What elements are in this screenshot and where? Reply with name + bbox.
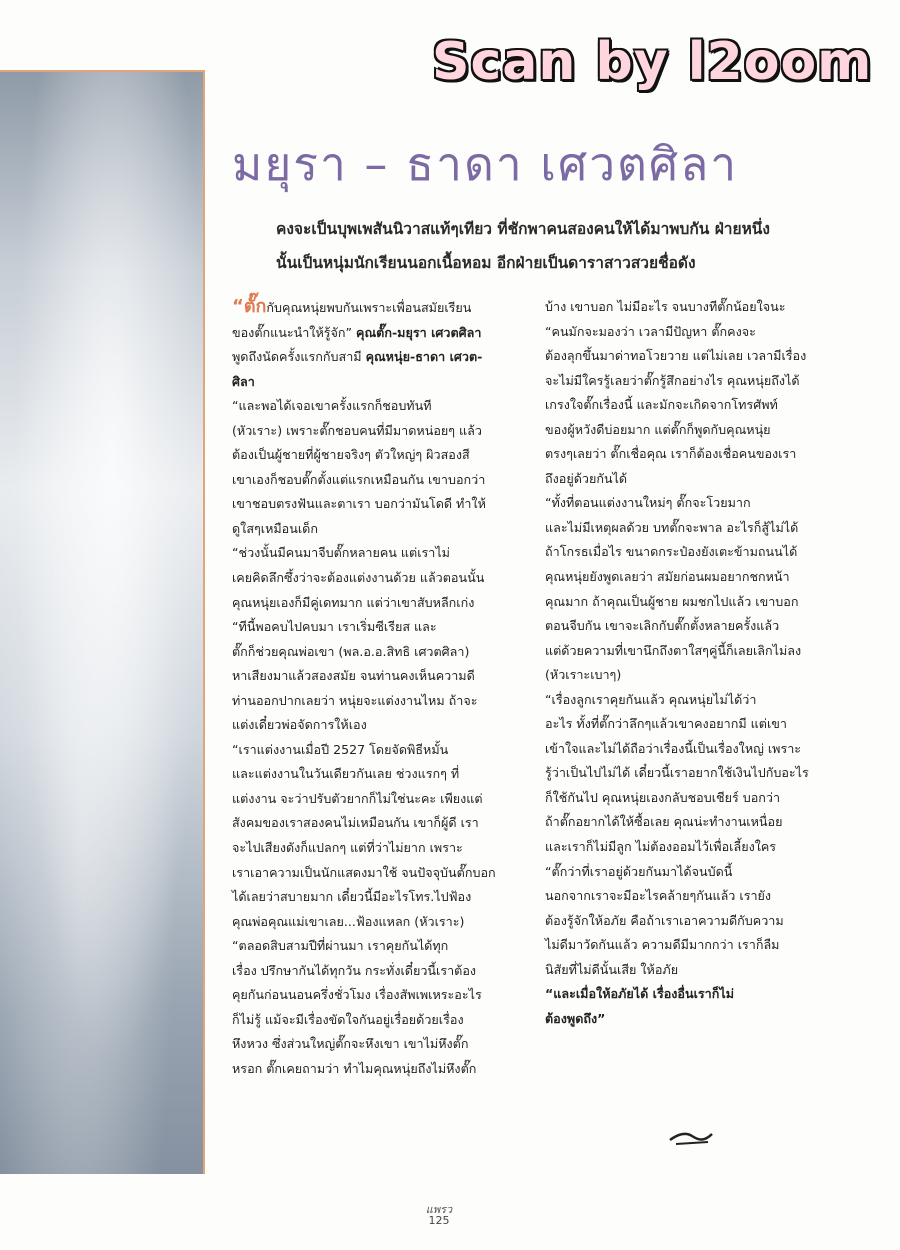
- body-line: พูดถึงนัดครั้งแรกกับสามี คุณหนุ่ย-ธาดา เศวต-: [232, 349, 483, 365]
- body-line: อะไร ทั้งที่ตั๊กว่าลึกๆแล้วเขาคงอยากมี แต่เขา: [545, 716, 787, 732]
- body-line: เขาชอบตรงฟันและตาเรา บอกว่ามันโดดี ทำให้: [232, 496, 486, 512]
- page-number: 125: [428, 1214, 450, 1227]
- body-line: ต้องรู้จักให้อภัย คือถ้าเราเอาความดีกับความ: [545, 912, 784, 928]
- closing-quote: ต้องพูดถึง”: [545, 1010, 606, 1026]
- body-line: “ตั๊กว่าที่เราอยู่ด้วยกันมาได้จนบัดนี้: [545, 863, 733, 879]
- signature-mark: [668, 1128, 714, 1148]
- body-line: ต้องเป็นผู้ชายที่ผู้ชายจริงๆ ตัวใหญ่ๆ ผิวสองสี: [232, 447, 470, 463]
- name-credit: คุณหนุ่ย-ธาดา เศวต-: [365, 349, 483, 365]
- body-line: “ทีนี้พอคบไปคบมา เราเริ่มซีเรียส และ: [232, 619, 437, 635]
- body-line: นิสัยที่ไม่ดีนั้นเสีย ให้อภัย: [545, 961, 679, 977]
- decorative-photo-strip: [0, 70, 203, 1174]
- body-line: เคยคิดลึกซึ้งว่าจะต้องแต่งงานด้วย แล้วตอนนั้น: [232, 570, 485, 586]
- article-intro: [276, 212, 836, 280]
- first-line: “ตั๊กกับคุณหนุ่ยพบกันเพราะเพื่อนสมัยเรียน: [232, 296, 472, 317]
- closing-quote: “และเมื่อให้อภัยได้ เรื่องอื่นเราก็ไม่: [545, 986, 734, 1002]
- body-line: (หัวเราะเบาๆ): [545, 667, 622, 683]
- body-line: จะไปเสียงดังก็แปลกๆ แต่ที่ว่าไม่ยาก เพราะ: [232, 840, 463, 856]
- body-line: ไม่ดีมาวัดกันแล้ว ความดีมีมากกว่า เราก็ลืม: [545, 937, 780, 953]
- body-line: ตรงๆเลยว่า ตั๊กเชื่อคุณ เราก็ต้องเชื่อคนของเรา: [545, 446, 797, 462]
- body-line: ได้เลยว่าสบายมาก เดี๋ยวนี้มีอะไรโทร.ไปฟ้อง: [232, 889, 472, 905]
- body-line: ตั๊กก็ช่วยคุณพ่อเขา (พล.อ.อ.สิทธิ เศวตศิลา): [232, 643, 470, 659]
- body-line: คุณหนุ่ยยังพูดเลยว่า สมัยก่อนผมอยากชกหน้า: [545, 569, 790, 585]
- body-line: และแต่งงานในวันเดียวกันเลย ช่วงแรกๆ ที่: [232, 766, 460, 782]
- body-line: เขาเองก็ชอบตั๊กตั้งแต่แรกเหมือนกัน เขาบอกว่า: [232, 471, 486, 487]
- body-line: แต่ด้วยความที่เขานึกถึงตาใสๆคู่นี้ก็เลยเลิกไม่ลง: [545, 642, 802, 658]
- intro-line: คงจะเป็นบุพเพสันนิวาสแท้ๆเทียว ที่ชักพาคนสองคนให้ได้มาพบกัน ฝ่ายหนึ่ง: [276, 220, 770, 238]
- body-line: “เราแต่งงานเมื่อปี 2527 โดยจัดพิธีหมั้น: [232, 741, 449, 757]
- body-line: แต่งงาน จะว่าปรับตัวยากก็ไม่ใช่นะคะ เพียงแต่: [232, 790, 483, 806]
- body-line: ก็ใช้กันไป คุณหนุ่ยเองกลับชอบเชียร์ บอกว่า: [545, 789, 781, 805]
- intro-line: นั้นเป็นหนุ่มนักเรียนนอกเนื้อหอม อีกฝ่ายเป็นดาราสาวสวยชื่อดัง: [276, 254, 696, 272]
- body-line: หรอก ตั๊กเคยถามว่า ทำไมคุณหนุ่ยถึงไม่หึงตั๊ก: [232, 1060, 477, 1076]
- body-line: “ทั้งที่ตอนแต่งงานใหม่ๆ ตั๊กจะโวยมาก: [545, 495, 751, 511]
- body-line: จะไม่มีใครรู้เลยว่าตั๊กรู้สึกอย่างไร คุณหนุ่ยถึงได้: [545, 372, 800, 388]
- body-line: เราเอาความเป็นนักแสดงมาใช้ จนปัจจุบันตั๊กบอก: [232, 864, 496, 880]
- body-line: คุณพ่อคุณแม่เขาเลย...ฟ้องแหลก (หัวเราะ): [232, 913, 465, 929]
- body-line: ถ้าตั๊กอยากได้ให้ซื้อเลย คุณน่ะทำงานเหนื่อย: [545, 814, 783, 830]
- left-column: [232, 295, 532, 1082]
- body-line: แต่งเดี๋ยวพ่อจัดการให้เอง: [232, 717, 367, 733]
- body-line: นอกจากเราจะมีอะไรคล้ายๆกันแล้ว เรายัง: [545, 888, 772, 904]
- strip-border-right: [203, 70, 205, 1174]
- body-line: บ้าง เขาบอก ไม่มีอะไร จนบางทีตั๊กน้อยใจนะ: [545, 299, 786, 314]
- magazine-logo: แพรว: [425, 1203, 453, 1216]
- body-line: “ตลอดสิบสามปีที่ผ่านมา เราคุยกันได้ทุก: [232, 938, 449, 954]
- body-line: ถึงอยู่ด้วยกันได้: [545, 470, 628, 486]
- body-line: สังคมของเราสองคนไม่เหมือนกัน เขาก็ผู้ดี เรา: [232, 815, 479, 831]
- body-line: ก็ไม่รู้ แม้จะมีเรื่องขัดใจกันอยู่เรื่อยด้วยเรื่อง: [232, 1011, 464, 1027]
- body-line: และไม่มีเหตุผลด้วย บทตั๊กจะพาล อะไรก็สู้ไม่ได้: [545, 519, 799, 535]
- body-line: (หัวเราะ) เพราะตั๊กชอบคนที่มีมาดหน่อยๆ แล้ว: [232, 422, 482, 438]
- body-line: “คนมักจะมองว่า เวลามีปัญหา ตั๊กคงจะ: [545, 323, 756, 339]
- right-column: [545, 295, 835, 1031]
- body-line: “เรื่องลูกเราคุยกันแล้ว คุณหนุ่ยไม่ได้ว่า: [545, 691, 757, 707]
- body-line: คุณมาก ถ้าคุณเป็นผู้ชาย ผมชกไปแล้ว เขาบอก: [545, 593, 799, 609]
- body-line: หึงหวง ซึ่งส่วนใหญ่ตั๊กจะหึงเขา เขาไม่หึงตั๊ก: [232, 1036, 469, 1052]
- body-line: คุยกันก่อนนอนครึ่งชั่วโมง เรื่องสัพเพเหระอะไร: [232, 987, 482, 1003]
- left-body: [232, 394, 532, 1081]
- body-line: ของผู้หวังดีบ่อยมาก แต่ตั๊กก็พูดกับคุณหนุ่ย: [545, 421, 771, 437]
- body-line: และเราก็ไม่มีลูก ไม่ต้องออมไว้เพื่อเลี้ยงใคร: [545, 839, 777, 855]
- body-line: หาเสียงมาแล้วสองสมัย จนท่านคงเห็นความดี: [232, 668, 475, 684]
- strip-border-top: [0, 70, 204, 72]
- body-line: ของตั๊กแนะนำให้รู้จัก” คุณตั๊ก-มยุรา เศวตศิลา: [232, 324, 482, 340]
- scan-watermark: Scan by l2oom: [432, 32, 873, 92]
- body-line: ศิลา: [232, 373, 255, 389]
- body-line: ดูใสๆเหมือนเด็ก: [232, 520, 318, 536]
- body-line: ตอนจีบกัน เขาจะเลิกกับตั๊กตั้งหลายครั้งแล้ว: [545, 618, 780, 634]
- body-line: ถ้าโกรธเมื่อไร ขนาดกระป๋องยังเตะข้ามถนนได้: [545, 544, 798, 560]
- body-line: “ช่วงนั้นมีคนมาจีบตั๊กหลายคน แต่เราไม่: [232, 545, 450, 561]
- body-line: “และพอได้เจอเขาครั้งแรกก็ชอบทันที: [232, 398, 432, 414]
- name-credit: คุณตั๊ก-มยุรา เศวตศิลา: [356, 324, 482, 340]
- article-title: มยุรา – ธาดา เศวตศิลา: [232, 137, 739, 191]
- body-line: ท่านออกปากเลยว่า หนุ่ยจะแต่งงานไหม ถ้าจะ: [232, 692, 478, 708]
- body-line: ต้องลุกขึ้นมาด่าทอโวยวาย แต่ไม่เลย เวลามีเรื่อง: [545, 348, 807, 364]
- right-body: [545, 295, 835, 982]
- body-line: คุณหนุ่ยเองก็มีคู่เดทมาก แต่ว่าเขาสับหลีกเก่ง: [232, 594, 475, 610]
- body-line: เข้าใจและไม่ได้ถือว่าเรื่องนี้เป็นเรื่องใหญ่ เพราะ: [545, 740, 802, 756]
- body-line: เรื่อง ปรึกษากันได้ทุกวัน กระทั่งเดี๋ยวนี้เราต้อง: [232, 962, 477, 978]
- dropcap: “ตั๊ก: [232, 296, 267, 317]
- body-line: เกรงใจตั๊กเรื่องนี้ และมักจะเกิดจากโทรศัพท์: [545, 397, 778, 413]
- body-line: รู้ว่าเป็นไปไม่ได้ เดี๋ยวนี้เราอยากใช้เงินไปกับอะไร: [545, 765, 809, 781]
